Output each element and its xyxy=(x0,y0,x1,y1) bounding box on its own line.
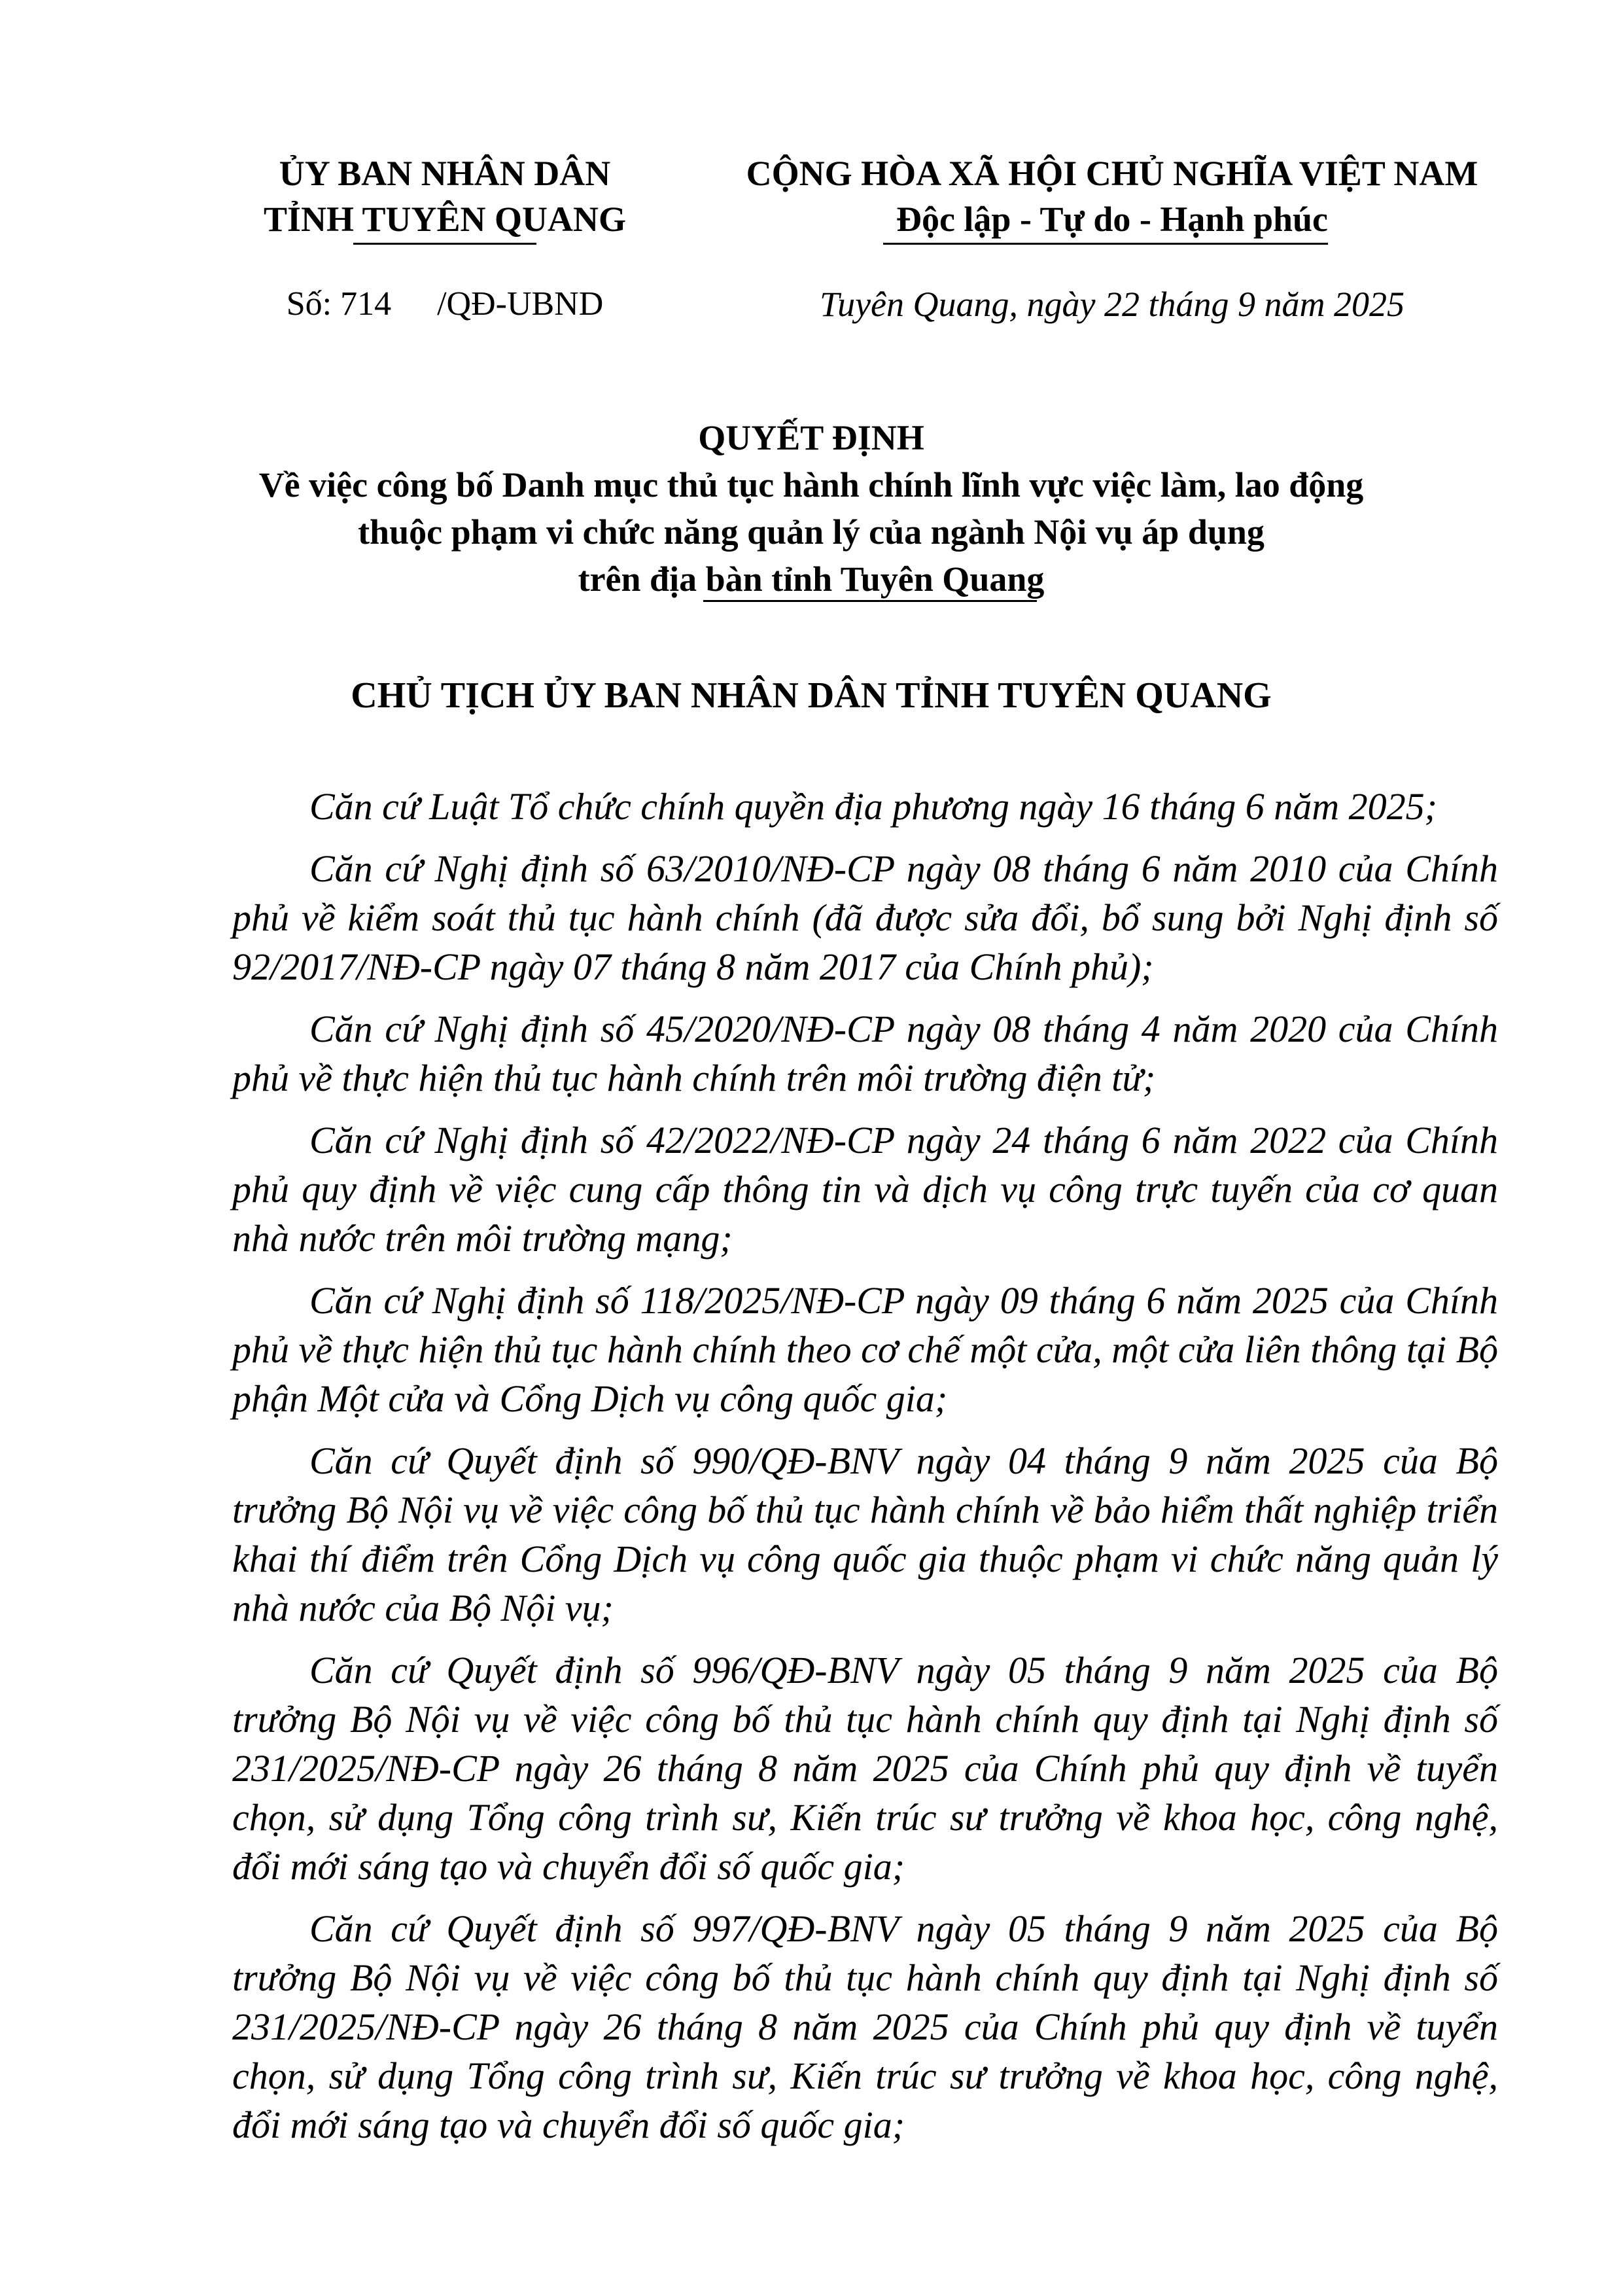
motto: Độc lập - Tự do - Hạnh phúc xyxy=(896,200,1329,239)
authority-underline xyxy=(353,243,536,245)
legal-basis xyxy=(232,782,1498,2163)
legal-basis-paragraph: Căn cứ Nghị định số 45/2020/NĐ-CP ngày 08 tháng 4 năm 2020 của Chính phủ về thực hiện thủ tục hành chính trên môi trường điện tử; xyxy=(232,1008,1498,1099)
legal-basis-paragraph: Căn cứ Nghị định số 63/2010/NĐ-CP ngày 08 tháng 6 năm 2010 của Chính phủ về kiểm soát thủ tục hành chính (đã được sửa đổi, bổ sung bởi Nghị định số 92/2017/NĐ-CP ngày 07 tháng 8 năm 2017 của Chính phủ); xyxy=(232,847,1498,988)
decision-title xyxy=(196,414,1426,603)
legal-basis-paragraph: Căn cứ Nghị định số 118/2025/NĐ-CP ngày 09 tháng 6 năm 2025 của Chính phủ về thực hiện thủ tục hành chính theo cơ chế một cửa, một cửa liên thông tại Bộ phận Một cửa và Cổng Dịch vụ công quốc gia; xyxy=(232,1279,1498,1420)
authority-line-2: TỈNH TUYÊN QUANG xyxy=(263,200,627,239)
document-number xyxy=(216,281,674,327)
title-line-2: thuộc phạm vi chức năng quản lý của ngành Nội vụ áp dụng xyxy=(358,512,1265,552)
legal-basis-paragraph: Căn cứ Quyết định số 997/QĐ-BNV ngày 05 tháng 9 năm 2025 của Bộ trưởng Bộ Nội vụ về việc công bố thủ tục hành chính quy định tại Nghị định số 231/2025/NĐ-CP ngày 26 tháng 8 năm 2025 của Chính phủ quy định về tuyển chọn, sử dụng Tổng công trình sư, Kiến trúc sư trưởng về khoa học, công nghệ, đổi mới sáng tạo và chuyển đổi số quốc gia; xyxy=(232,1907,1498,2146)
legal-basis-paragraph: Căn cứ Quyết định số 990/QĐ-BNV ngày 04 tháng 9 năm 2025 của Bộ trưởng Bộ Nội vụ về việc công bố thủ tục hành chính về bảo hiểm thất nghiệp triển khai thí điểm trên Cổng Dịch vụ công quốc gia thuộc phạm vi chức năng quản lý nhà nước của Bộ Nội vụ; xyxy=(232,1439,1498,1629)
legal-basis-paragraph: Căn cứ Luật Tổ chức chính quyền địa phương ngày 16 tháng 6 năm 2025; xyxy=(309,785,1437,828)
motto-underline xyxy=(883,243,1328,245)
title-line-3: trên địa bàn tỉnh Tuyên Quang xyxy=(578,559,1045,599)
chairman-heading: CHỦ TỊCH ỦY BAN NHÂN DÂN TỈNH TUYÊN QUANG xyxy=(351,675,1272,716)
issuing-authority xyxy=(216,150,674,242)
title-underline xyxy=(703,600,1037,602)
title-heading: QUYẾT ĐỊNH xyxy=(698,418,924,457)
document-number-label: Số: 714 xyxy=(286,285,392,323)
legal-basis-paragraph: Căn cứ Nghị định số 42/2022/NĐ-CP ngày 24 tháng 6 năm 2022 của Chính phủ quy định về việc cung cấp thông tin và dịch vụ công trực tuyến của cơ quan nhà nước trên môi trường mạng; xyxy=(232,1119,1498,1260)
title-line-1: Về việc công bố Danh mục thủ tục hành chính lĩnh vực việc làm, lao động xyxy=(258,465,1364,504)
document-date: Tuyên Quang, ngày 22 tháng 9 năm 2025 xyxy=(820,285,1405,324)
document-number-suffix: /QĐ-UBND xyxy=(437,285,604,323)
legal-basis-paragraph: Căn cứ Quyết định số 996/QĐ-BNV ngày 05 tháng 9 năm 2025 của Bộ trưởng Bộ Nội vụ về việc công bố thủ tục hành chính quy định tại Nghị định số 231/2025/NĐ-CP ngày 26 tháng 8 năm 2025 của Chính phủ quy định về tuyển chọn, sử dụng Tổng công trình sư, Kiến trúc sư trưởng về khoa học, công nghệ, đổi mới sáng tạo và chuyển đổi số quốc gia; xyxy=(232,1649,1498,1888)
authority-line-1: ỦY BAN NHÂN DÂN xyxy=(279,154,611,193)
national-name: CỘNG HÒA XÃ HỘI CHỦ NGHĨA VIỆT NAM xyxy=(746,154,1478,193)
national-motto xyxy=(680,150,1544,242)
